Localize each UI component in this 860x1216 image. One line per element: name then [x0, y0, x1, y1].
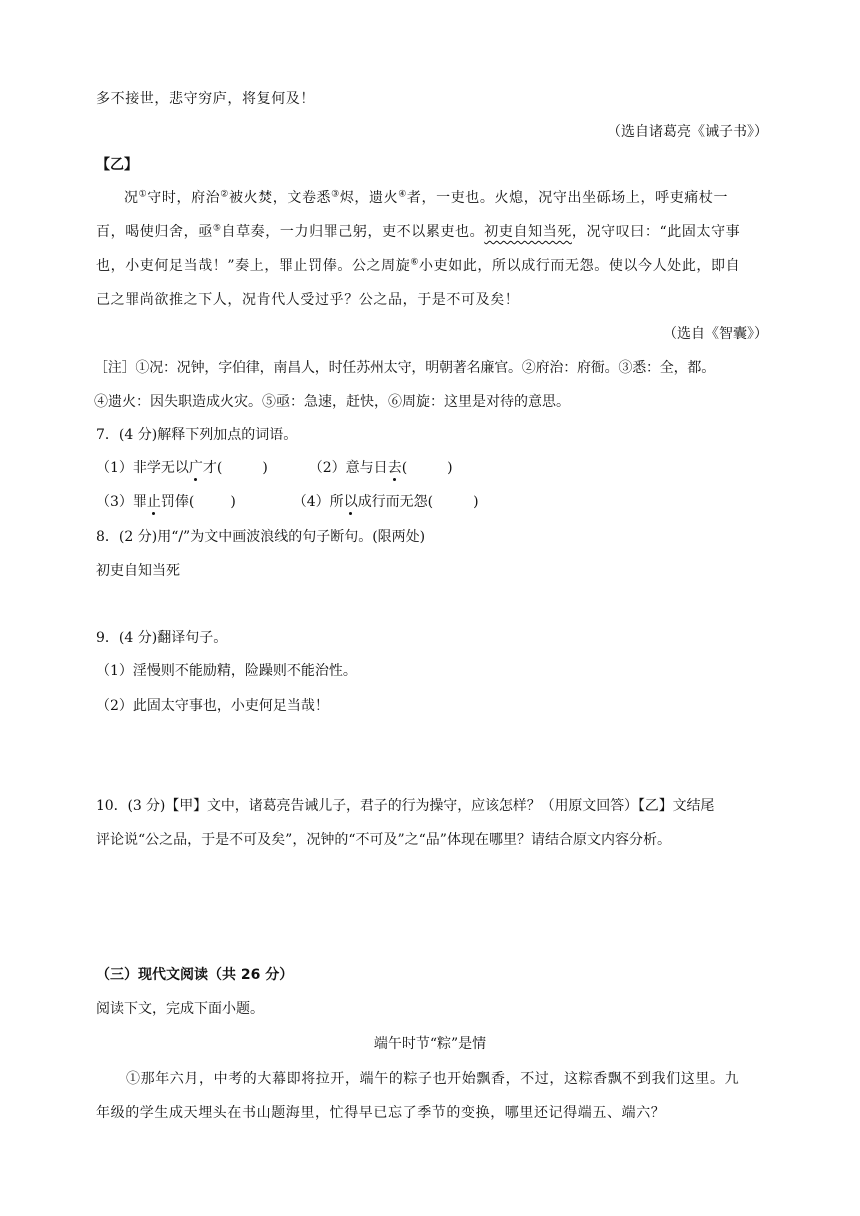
q7-item-4-text: （4）所: [292, 494, 344, 510]
q7-item-1: [96, 460, 268, 476]
q7-item-4-dotted-word: 以: [343, 494, 358, 510]
q9-item-2: （2）此固太守事也，小吏何足当哉！: [96, 698, 329, 714]
paren-close: ): [230, 494, 236, 510]
q7-item-3-text: 罚俸(: [160, 494, 195, 510]
modern-instruction: 阅读下文，完成下面小题。: [96, 1001, 264, 1017]
q7-item-4-text: 成行而无怨(: [357, 494, 434, 510]
text-b-seg: 被火焚，文卷悉: [228, 190, 332, 206]
text-b-line-1: [124, 188, 768, 208]
q7-item-1-dotted-word: 广: [188, 460, 203, 476]
text-b-line-4: 己之罪尚欲推之下人，况肯代人受过乎？公之品，于是不可及矣！: [96, 292, 520, 308]
text-b-seg: 小吏如此，所以成行而无怨。使以今人处此，即自: [419, 258, 741, 274]
note-marker-3: ③: [331, 189, 340, 200]
text-b-line-3: [96, 256, 768, 276]
q7-item-3: [96, 494, 236, 510]
text-b-seg: 守时，府治: [147, 190, 221, 206]
wavy-underlined-sentence: 初吏自知当死: [484, 224, 572, 240]
text-b-seg: 自草奏，一力归罪己躬，吏不以累吏也。: [221, 224, 485, 240]
essay-para-1-line-1: ①那年六月，中考的大幕即将拉开，端午的粽子也开始飘香，不过，这粽香飘不到我们这里。九: [126, 1071, 740, 1087]
note-marker-5: ⑤: [212, 223, 222, 234]
q7-item-3-dotted-word: 止: [146, 494, 161, 510]
q9-item-1: （1）淫慢则不能励精，险躁则不能治性。: [96, 663, 357, 679]
note-marker-2: ②: [220, 189, 229, 200]
text-b-seg: 百，喝使归舍，亟: [96, 224, 213, 240]
section-title-modern-reading: （三）现代文阅读（共 26 分）: [96, 967, 294, 983]
note-marker-1: ①: [138, 189, 148, 200]
text-b-heading: 【乙】: [96, 157, 138, 173]
q7-item-3-text: （3）罪: [96, 494, 147, 510]
note-marker-6: ⑥: [410, 257, 420, 268]
q7-item-2-text: （2）意与日: [308, 460, 388, 476]
note-marker-4: ④: [398, 189, 407, 200]
q7-item-2-dotted-word: 去: [387, 460, 402, 476]
text-b-seg: 也，小吏何足当哉！”奏上，罪止罚俸。公之周旋: [96, 258, 411, 274]
q7-stem: 7．(4 分)解释下列加点的词语。: [96, 427, 298, 443]
notes-line-2: ④遗火：因失职造成火灾。⑤亟：急速，赶快，⑥周旋：这里是对待的意思。: [94, 394, 570, 410]
q7-item-2-text: (: [401, 460, 408, 476]
q7-item-2: [309, 460, 453, 476]
q7-item-4: [293, 494, 479, 510]
text-b-seg: ，况守叹曰：“此固太守事: [571, 224, 741, 240]
text-b-source: （选自《智囊》）: [663, 326, 768, 342]
text-a-last-line: 多不接世，悲守穷庐，将复何及！: [96, 91, 315, 107]
q8-sentence: 初吏自知当死: [96, 563, 180, 579]
essay-title: 端午时节“粽”是情: [373, 1036, 487, 1052]
q7-item-1-text: 才(: [202, 460, 223, 476]
text-b-seg: 况: [124, 190, 139, 206]
q10-line-2: 评论说“公之品，于是不可及矣”，况钟的“不可及”之“品”体现在哪里？请结合原文内容分析。: [96, 832, 671, 848]
text-b-seg: 者，一吏也。火熄，况守出坐砾场上，呼吏痛杖一: [406, 190, 729, 206]
q8-stem: 8．(2 分)用“/”为文中画波浪线的句子断句。(限两处): [96, 529, 426, 545]
paren-close: ): [447, 460, 453, 476]
text-a-source: （选自诸葛亮《诫子书》）: [607, 124, 768, 140]
q10-line-1: 10．(3 分)【甲】文中，诸葛亮告诫儿子，君子的行为操守，应该怎样？（用原文回答）【乙】文结尾: [96, 798, 715, 814]
paren-close: ): [262, 460, 268, 476]
text-b-line-2: [96, 222, 768, 242]
essay-para-1-line-2: 年级的学生成天埋头在书山题海里，忙得早已忘了季节的变换，哪里还记得端五、端六？: [96, 1105, 666, 1121]
q7-item-1-text: （1）非学无以: [96, 460, 189, 476]
notes-line-1: ［注］①况：况钟，字伯律，南昌人，时任苏州太守，明朝著名廉官。②府治：府衙。③悉：全，都。: [94, 360, 715, 376]
q7-row-1: [96, 458, 768, 478]
q9-stem: 9．(4 分)翻译句子。: [96, 630, 228, 646]
text-b-seg: 烬，遗火: [339, 190, 399, 206]
paren-close: ): [473, 494, 479, 510]
q7-row-2: [96, 492, 768, 512]
